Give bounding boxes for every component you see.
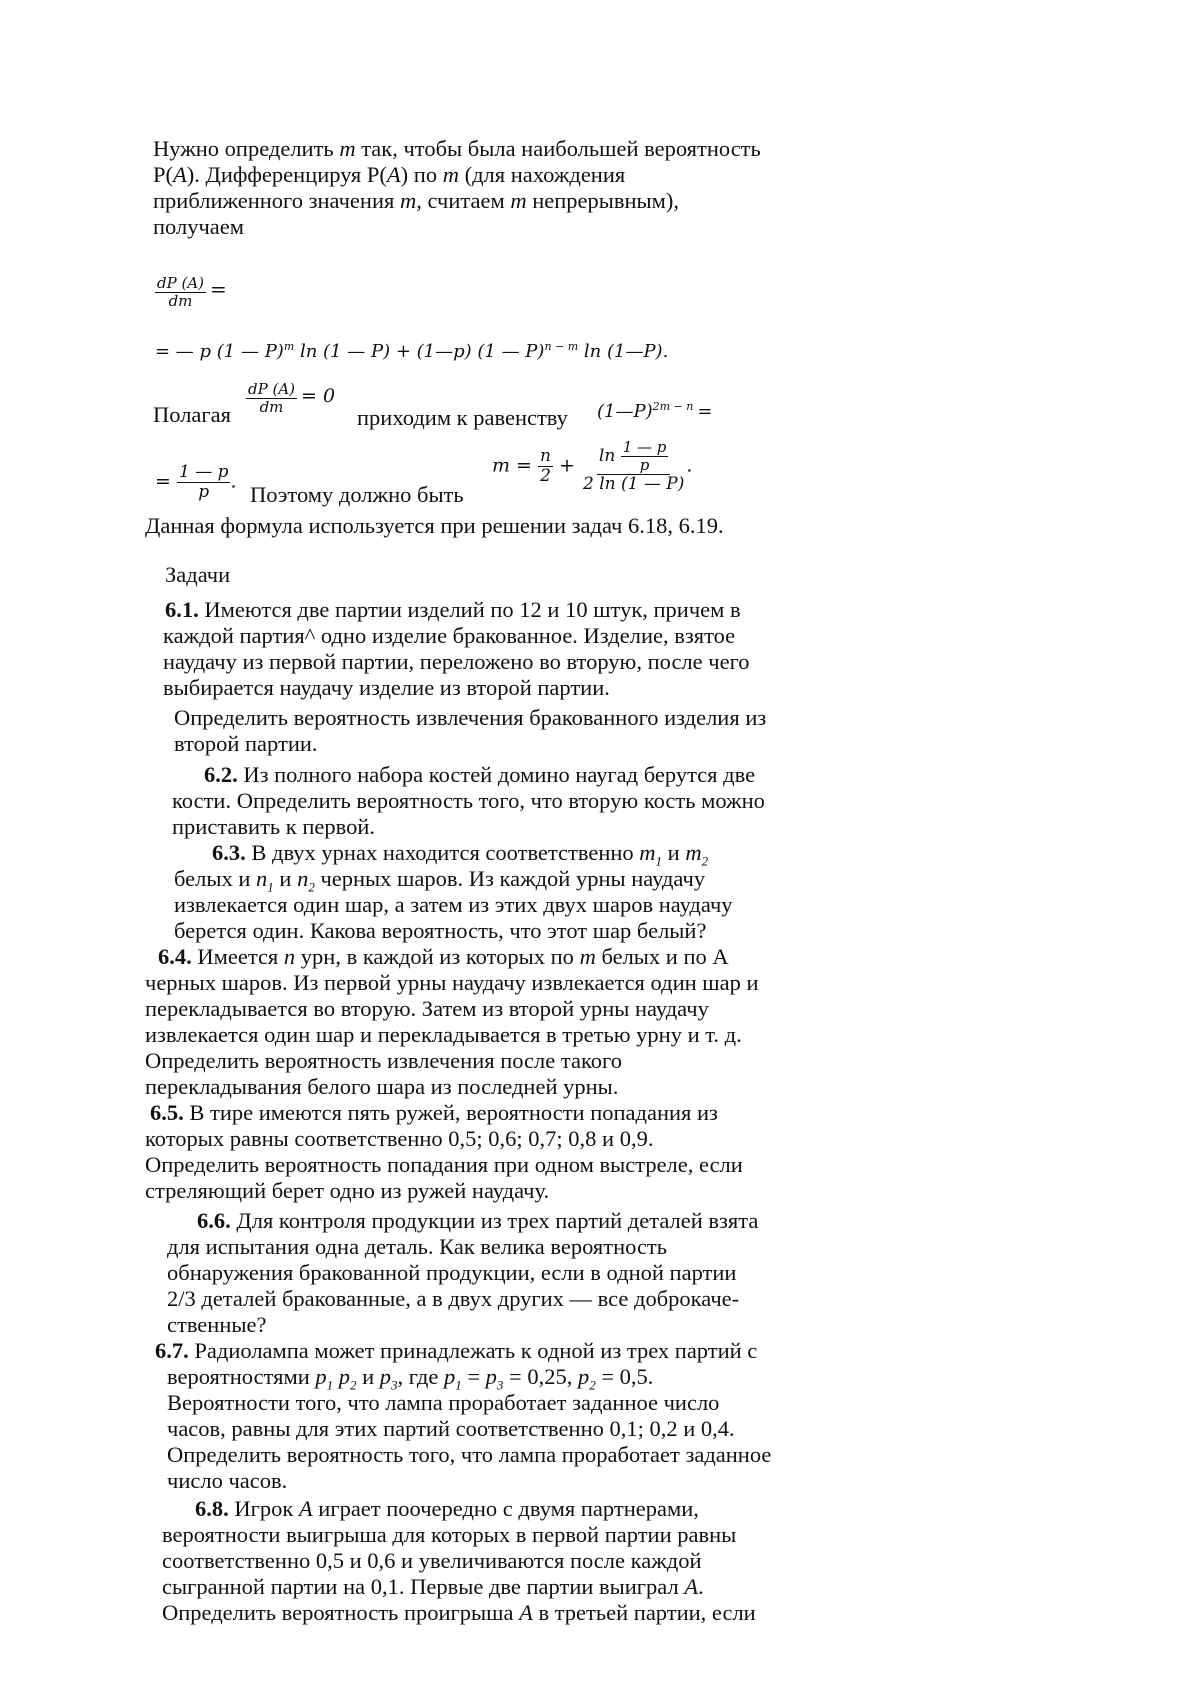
text: ) по bbox=[400, 162, 443, 187]
derivative-formula bbox=[155, 276, 227, 309]
var-n: n bbox=[297, 866, 309, 891]
text: ln (1 — P) + (1—p) (1 — P) bbox=[294, 341, 545, 362]
text: Имеется bbox=[191, 944, 284, 969]
subscript: 1 bbox=[267, 879, 274, 895]
text: так, чтобы была наибольшей вероятность bbox=[355, 136, 761, 161]
problem-number: 6.5. bbox=[150, 1100, 184, 1125]
log-fraction bbox=[581, 440, 686, 493]
text: Для контроля продукции из трех партий деталей взята bbox=[230, 1208, 759, 1233]
text: (1—P) bbox=[597, 401, 653, 422]
period: . bbox=[686, 454, 693, 477]
problem-6-8-line-3: соответственно 0,5 и 0,6 и увеличиваются после каждой bbox=[162, 1548, 702, 1573]
var-m: m bbox=[639, 840, 656, 865]
problem-6-6-line-5: ственные? bbox=[167, 1312, 267, 1337]
problem-number: 6.8. bbox=[195, 1496, 229, 1521]
problem-6-8-line-2: вероятности выигрыша для которых в первой партии равны bbox=[162, 1522, 737, 1547]
subscript: 2 bbox=[349, 1377, 357, 1393]
problem-6-8-line-1 bbox=[195, 1496, 699, 1522]
text: в третьей партии, если bbox=[532, 1600, 756, 1625]
equals-sign: = bbox=[210, 277, 227, 302]
plus-sign: + bbox=[559, 454, 575, 477]
problem-6-5-line-2: которых равны соответственно 0,5; 0,6; 0,7; 0,8 и 0,9. bbox=[145, 1126, 654, 1151]
var-A: A bbox=[519, 1600, 533, 1625]
problem-6-4-line-5: Определить вероятность извлечения после такого bbox=[145, 1048, 622, 1073]
subscript: 1 bbox=[655, 853, 663, 869]
text: ln (1—P). bbox=[578, 341, 669, 362]
log-denominator: 2 ln (1 — P) bbox=[582, 474, 685, 494]
equals-sign: = bbox=[697, 401, 713, 422]
intro-line-1 bbox=[153, 136, 761, 162]
problem-6-4-line-2: черных шаров. Из первой урны наудачу извлекается один шар и bbox=[145, 970, 759, 995]
var-A: A bbox=[173, 162, 187, 187]
n-over-2 bbox=[538, 448, 553, 485]
var-p: p bbox=[338, 1364, 350, 1389]
prihodim-text: приходим к равенству bbox=[357, 405, 568, 430]
text: Из полного набора костей домино наугад берутся две bbox=[237, 762, 756, 787]
polagaya-text: Полагая bbox=[153, 402, 231, 427]
exponent: n − m bbox=[544, 340, 579, 353]
problem-6-7-line-4: часов, равны для этих партий соответственно 0,1; 0,2 и 0,4. bbox=[167, 1416, 735, 1441]
problem-6-3-line-4: берется один. Какова вероятность, что этот шар белый? bbox=[174, 918, 707, 943]
problem-6-4-line-1 bbox=[158, 944, 729, 970]
derivative-fraction bbox=[155, 276, 206, 309]
subscript: 3 bbox=[391, 1377, 398, 1393]
text: белых и по А bbox=[595, 944, 729, 969]
text: = bbox=[461, 1364, 486, 1389]
var-n: n bbox=[283, 944, 296, 969]
var-m: m, bbox=[399, 188, 422, 213]
var-m: m bbox=[579, 944, 596, 969]
problem-number: 6.7. bbox=[155, 1338, 189, 1363]
problem-6-1-line-2: каждой партия^ одно изделие бракованное. Изделие, взятое bbox=[163, 623, 736, 648]
var-p: p bbox=[577, 1364, 590, 1389]
text: урн, в каждой из которых по bbox=[295, 944, 580, 969]
derivative-numerator: dP (A) bbox=[248, 380, 295, 398]
problem-6-1-line-5: Определить вероятность извлечения бракованного изделия из bbox=[174, 705, 767, 730]
text: играет поочередно с двумя партнерами, bbox=[312, 1496, 699, 1521]
m-equals: m = bbox=[492, 454, 539, 477]
var-m: m bbox=[685, 840, 702, 865]
text: Определить вероятность проигрыша bbox=[162, 1600, 520, 1625]
var-p: p bbox=[379, 1364, 392, 1389]
polagaya-formula bbox=[246, 382, 335, 415]
problem-6-7-line-6: число часов. bbox=[167, 1468, 288, 1493]
problem-number: 6.1. bbox=[165, 597, 199, 622]
problem-6-2-line-1 bbox=[204, 762, 755, 788]
text: P( bbox=[153, 162, 174, 187]
text: сыгранной партии на 0,1. Первые две партии выиграл bbox=[162, 1574, 685, 1599]
text: Имеются две партии изделий по 12 и 10 штук, причем в bbox=[198, 597, 741, 622]
text: . bbox=[698, 1574, 704, 1599]
var-p: p bbox=[443, 1364, 456, 1389]
text: = 0,5. bbox=[595, 1364, 654, 1389]
equals-zero: = 0 bbox=[301, 385, 336, 408]
subscript: 1 bbox=[455, 1377, 462, 1393]
text: белых и bbox=[174, 866, 257, 891]
text: Нужно определить bbox=[153, 136, 340, 161]
problem-6-4-line-6: перекладывания белого шара из последней урны. bbox=[145, 1074, 619, 1099]
problem-number: 6.4. bbox=[158, 944, 192, 969]
numerator: 1 — p bbox=[178, 462, 229, 482]
subscript: 2 bbox=[589, 1377, 596, 1393]
var-n: n bbox=[256, 866, 268, 891]
inner-fraction bbox=[621, 440, 669, 473]
expression-line bbox=[155, 340, 668, 362]
var-p: p bbox=[485, 1364, 497, 1389]
subscript: 1 bbox=[326, 1377, 334, 1393]
poetomu-text: Поэтому должно быть bbox=[250, 482, 464, 507]
ln: ln bbox=[598, 446, 616, 466]
var-m: m bbox=[510, 188, 527, 213]
problem-6-6-line-3: обнаружения бракованной продукции, если в одной партии bbox=[167, 1260, 737, 1285]
numerator: n bbox=[540, 446, 551, 466]
problem-6-5-line-1 bbox=[150, 1100, 718, 1126]
derivative-numerator: dP (A) bbox=[157, 274, 204, 292]
problem-6-6-line-2: для испытания одна деталь. Как велика вероятность bbox=[167, 1234, 668, 1259]
log-numerator bbox=[597, 440, 670, 475]
text: непрерывным), bbox=[526, 188, 680, 213]
problem-6-1-line-3: наудачу из первой партии, переложено во вторую, после чего bbox=[163, 649, 750, 674]
var-A: A bbox=[386, 162, 401, 187]
subscript: 2 bbox=[308, 879, 315, 895]
text: и bbox=[662, 840, 686, 865]
denominator: p bbox=[198, 482, 210, 502]
text: и bbox=[273, 866, 298, 891]
problem-6-8-line-5 bbox=[162, 1600, 756, 1626]
problem-number: 6.6. bbox=[197, 1208, 231, 1233]
m-formula bbox=[492, 440, 692, 493]
problem-6-2-line-3: приставить к первой. bbox=[172, 814, 376, 839]
problem-6-7-line-1 bbox=[155, 1338, 757, 1364]
problem-6-5-line-4: стреляющий берет одно из ружей наудачу. bbox=[145, 1178, 550, 1203]
problem-6-1-line-4: выбирается наудачу изделие из второй партии. bbox=[163, 675, 610, 700]
text: = — p (1 — P) bbox=[155, 341, 284, 362]
derivative-denominator: dm bbox=[259, 398, 284, 416]
problem-6-1-line-6: второй партии. bbox=[174, 731, 318, 756]
problem-6-2-line-2: кости. Определить вероятность того, что вторую кость можно bbox=[172, 788, 765, 813]
derivative-denominator: dm bbox=[168, 292, 193, 310]
problem-6-6-line-4: 2/3 деталей бракованные, а в двух других — все доброкаче- bbox=[167, 1286, 740, 1311]
problem-6-7-line-5: Определить вероятность того, что лампа проработает заданное bbox=[167, 1442, 772, 1467]
text: Радиолампа может принадлежать к одной из трех партий с bbox=[188, 1338, 758, 1363]
equality-left bbox=[597, 400, 712, 422]
intro-line-2 bbox=[153, 162, 625, 188]
equals-sign: = bbox=[155, 470, 171, 493]
text: Игрок bbox=[228, 1496, 299, 1521]
problem-6-5-line-3: Определить вероятность попадания при одном выстреле, если bbox=[145, 1152, 743, 1177]
var-m: m bbox=[442, 162, 459, 187]
fraction-1-p-over-p bbox=[177, 464, 231, 501]
section-heading: Задачи bbox=[165, 562, 231, 587]
problem-number: 6.3. bbox=[212, 840, 246, 865]
problem-6-4-line-4: извлекается один шар и перекладывается в третью урну и т. д. bbox=[145, 1022, 742, 1047]
text: (для нахождения bbox=[458, 162, 626, 187]
intro-line-4: получаем bbox=[153, 214, 244, 239]
equality-right bbox=[155, 464, 237, 501]
problem-6-1-line-1 bbox=[165, 597, 741, 623]
problem-6-8-line-4 bbox=[162, 1574, 704, 1600]
problem-6-7-line-3: Вероятности того, что лампа проработает заданное число bbox=[167, 1390, 720, 1415]
subscript: 3 bbox=[496, 1377, 504, 1393]
derivative-fraction bbox=[246, 382, 297, 415]
text: вероятностями bbox=[167, 1364, 316, 1389]
var-A: A bbox=[684, 1574, 699, 1599]
subscript: 2 bbox=[701, 853, 709, 869]
formula-note: Данная формула используется при решении задач 6.18, 6.19. bbox=[145, 513, 724, 538]
text: приближенного значения bbox=[153, 188, 400, 213]
exponent: m bbox=[283, 340, 295, 353]
denominator: 2 bbox=[540, 466, 551, 486]
text: В двух урнах находится соответственно bbox=[245, 840, 640, 865]
problem-6-4-line-3: перекладывается во вторую. Затем из второй урны наудачу bbox=[145, 996, 709, 1021]
exponent: 2m − n bbox=[652, 400, 694, 413]
problem-6-6-line-1 bbox=[197, 1208, 758, 1234]
var-m: m bbox=[339, 136, 356, 161]
denominator: p bbox=[639, 456, 650, 474]
text: В тире имеются пять ружей, вероятности попадания из bbox=[183, 1100, 718, 1125]
var-p: p bbox=[315, 1364, 327, 1389]
text: , где bbox=[397, 1364, 444, 1389]
text: черных шаров. Из каждой урны наудачу bbox=[314, 866, 706, 891]
intro-line-3 bbox=[153, 188, 679, 214]
problem-number: 6.2. bbox=[204, 762, 238, 787]
var-A: A bbox=[298, 1496, 313, 1521]
text: и bbox=[356, 1364, 380, 1389]
text: ). Дифференцируя P( bbox=[186, 162, 387, 187]
numerator: 1 — p bbox=[622, 438, 667, 456]
period: . bbox=[230, 470, 237, 493]
problem-6-3-line-3: извлекается один шар, а затем из этих двух шаров наудачу bbox=[174, 892, 733, 917]
text: = 0,25, bbox=[503, 1364, 578, 1389]
text: считаем bbox=[421, 188, 511, 213]
